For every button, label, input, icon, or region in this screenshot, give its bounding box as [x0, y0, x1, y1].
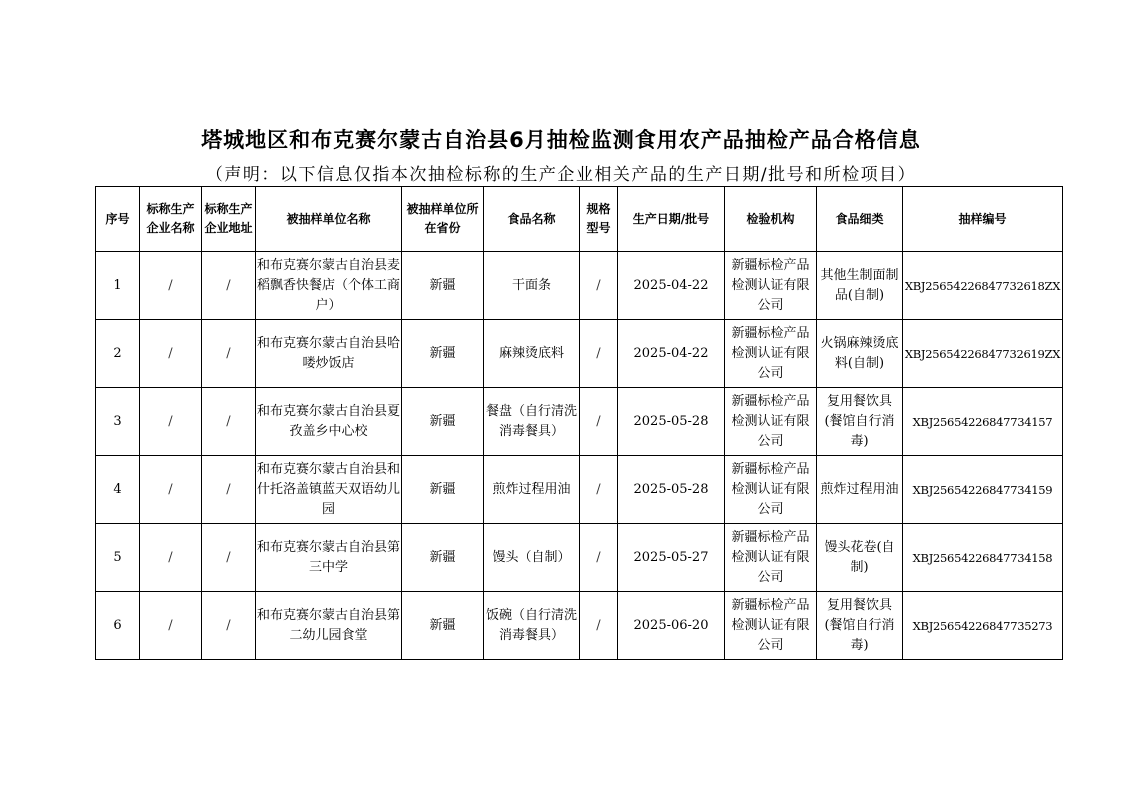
cell-manufacturer-address: / [202, 252, 256, 320]
cell-inspection-agency: 新疆标检产品检测认证有限公司 [725, 592, 817, 660]
page-title: 塔城地区和布克赛尔蒙古自治县6月抽检监测食用农产品抽检产品合格信息 [201, 128, 921, 152]
cell-manufacturer-name: / [140, 524, 202, 592]
cell-production-date: 2025-06-20 [618, 592, 725, 660]
cell-manufacturer-name: / [140, 252, 202, 320]
cell-food-category: 煎炸过程用油 [817, 456, 903, 524]
header-food-category: 食品细类 [817, 187, 903, 252]
cell-inspection-agency: 新疆标检产品检测认证有限公司 [725, 388, 817, 456]
cell-food-name: 麻辣烫底料 [484, 320, 580, 388]
cell-food-name: 煎炸过程用油 [484, 456, 580, 524]
header-index: 序号 [96, 187, 140, 252]
cell-index: 4 [96, 456, 140, 524]
header-manufacturer-name: 标称生产企业名称 [140, 187, 202, 252]
cell-sample-number: XBJ25654226847734159 [903, 456, 1063, 524]
cell-index: 2 [96, 320, 140, 388]
cell-sample-number: XBJ25654226847734158 [903, 524, 1063, 592]
cell-production-date: 2025-04-22 [618, 320, 725, 388]
cell-manufacturer-address: / [202, 388, 256, 456]
cell-food-name: 饭碗（自行清洗消毒餐具） [484, 592, 580, 660]
page-subtitle: （声明：以下信息仅指本次抽检标称的生产企业相关产品的生产日期/批号和所检项目） [205, 165, 917, 185]
cell-index: 3 [96, 388, 140, 456]
table-row [96, 388, 1063, 456]
header-province: 被抽样单位所在省份 [402, 187, 484, 252]
header-manufacturer-address: 标称生产企业地址 [202, 187, 256, 252]
cell-sampled-unit: 和布克赛尔蒙古自治县和什托洛盖镇蓝天双语幼儿园 [256, 456, 402, 524]
cell-spec: / [580, 456, 618, 524]
cell-spec: / [580, 592, 618, 660]
cell-index: 5 [96, 524, 140, 592]
table-row [96, 252, 1063, 320]
cell-province: 新疆 [402, 388, 484, 456]
cell-province: 新疆 [402, 252, 484, 320]
cell-sampled-unit: 和布克赛尔蒙古自治县哈喽炒饭店 [256, 320, 402, 388]
cell-manufacturer-address: / [202, 524, 256, 592]
cell-production-date: 2025-05-28 [618, 456, 725, 524]
cell-manufacturer-address: / [202, 592, 256, 660]
cell-food-name: 餐盘（自行清洗消毒餐具） [484, 388, 580, 456]
cell-sample-number: XBJ25654226847735273 [903, 592, 1063, 660]
cell-production-date: 2025-04-22 [618, 252, 725, 320]
cell-production-date: 2025-05-28 [618, 388, 725, 456]
cell-province: 新疆 [402, 592, 484, 660]
table-header-row [96, 187, 1063, 252]
cell-sample-number: XBJ25654226847732619ZX [903, 320, 1063, 388]
cell-sampled-unit: 和布克赛尔蒙古自治县第三中学 [256, 524, 402, 592]
cell-province: 新疆 [402, 320, 484, 388]
cell-sample-number: XBJ25654226847732618ZX [903, 252, 1063, 320]
cell-food-category: 复用餐饮具(餐馆自行消毒) [817, 388, 903, 456]
cell-spec: / [580, 320, 618, 388]
cell-manufacturer-address: / [202, 320, 256, 388]
cell-inspection-agency: 新疆标检产品检测认证有限公司 [725, 456, 817, 524]
cell-spec: / [580, 388, 618, 456]
table-row [96, 592, 1063, 660]
cell-food-category: 火锅麻辣烫底料(自制) [817, 320, 903, 388]
cell-manufacturer-name: / [140, 592, 202, 660]
cell-inspection-agency: 新疆标检产品检测认证有限公司 [725, 320, 817, 388]
header-inspection-agency: 检验机构 [725, 187, 817, 252]
header-food-name: 食品名称 [484, 187, 580, 252]
cell-inspection-agency: 新疆标检产品检测认证有限公司 [725, 252, 817, 320]
cell-index: 6 [96, 592, 140, 660]
header-sample-number: 抽样编号 [903, 187, 1063, 252]
cell-manufacturer-name: / [140, 320, 202, 388]
header-production-date: 生产日期/批号 [618, 187, 725, 252]
table-row [96, 456, 1063, 524]
cell-manufacturer-name: / [140, 456, 202, 524]
cell-food-category: 复用餐饮具(餐馆自行消毒) [817, 592, 903, 660]
cell-sample-number: XBJ25654226847734157 [903, 388, 1063, 456]
cell-food-category: 馒头花卷(自制) [817, 524, 903, 592]
cell-manufacturer-address: / [202, 456, 256, 524]
cell-food-name: 馒头（自制） [484, 524, 580, 592]
cell-index: 1 [96, 252, 140, 320]
cell-province: 新疆 [402, 524, 484, 592]
cell-food-name: 干面条 [484, 252, 580, 320]
cell-sampled-unit: 和布克赛尔蒙古自治县夏孜盖乡中心校 [256, 388, 402, 456]
cell-sampled-unit: 和布克赛尔蒙古自治县麦稻飘香快餐店（个体工商户） [256, 252, 402, 320]
cell-spec: / [580, 524, 618, 592]
cell-manufacturer-name: / [140, 388, 202, 456]
header-spec: 规格型号 [580, 187, 618, 252]
cell-inspection-agency: 新疆标检产品检测认证有限公司 [725, 524, 817, 592]
cell-food-category: 其他生制面制品(自制) [817, 252, 903, 320]
cell-spec: / [580, 252, 618, 320]
results-table [95, 186, 1063, 660]
header-sampled-unit: 被抽样单位名称 [256, 187, 402, 252]
table-row [96, 320, 1063, 388]
cell-sampled-unit: 和布克赛尔蒙古自治县第二幼儿园食堂 [256, 592, 402, 660]
cell-production-date: 2025-05-27 [618, 524, 725, 592]
cell-province: 新疆 [402, 456, 484, 524]
table-row [96, 524, 1063, 592]
